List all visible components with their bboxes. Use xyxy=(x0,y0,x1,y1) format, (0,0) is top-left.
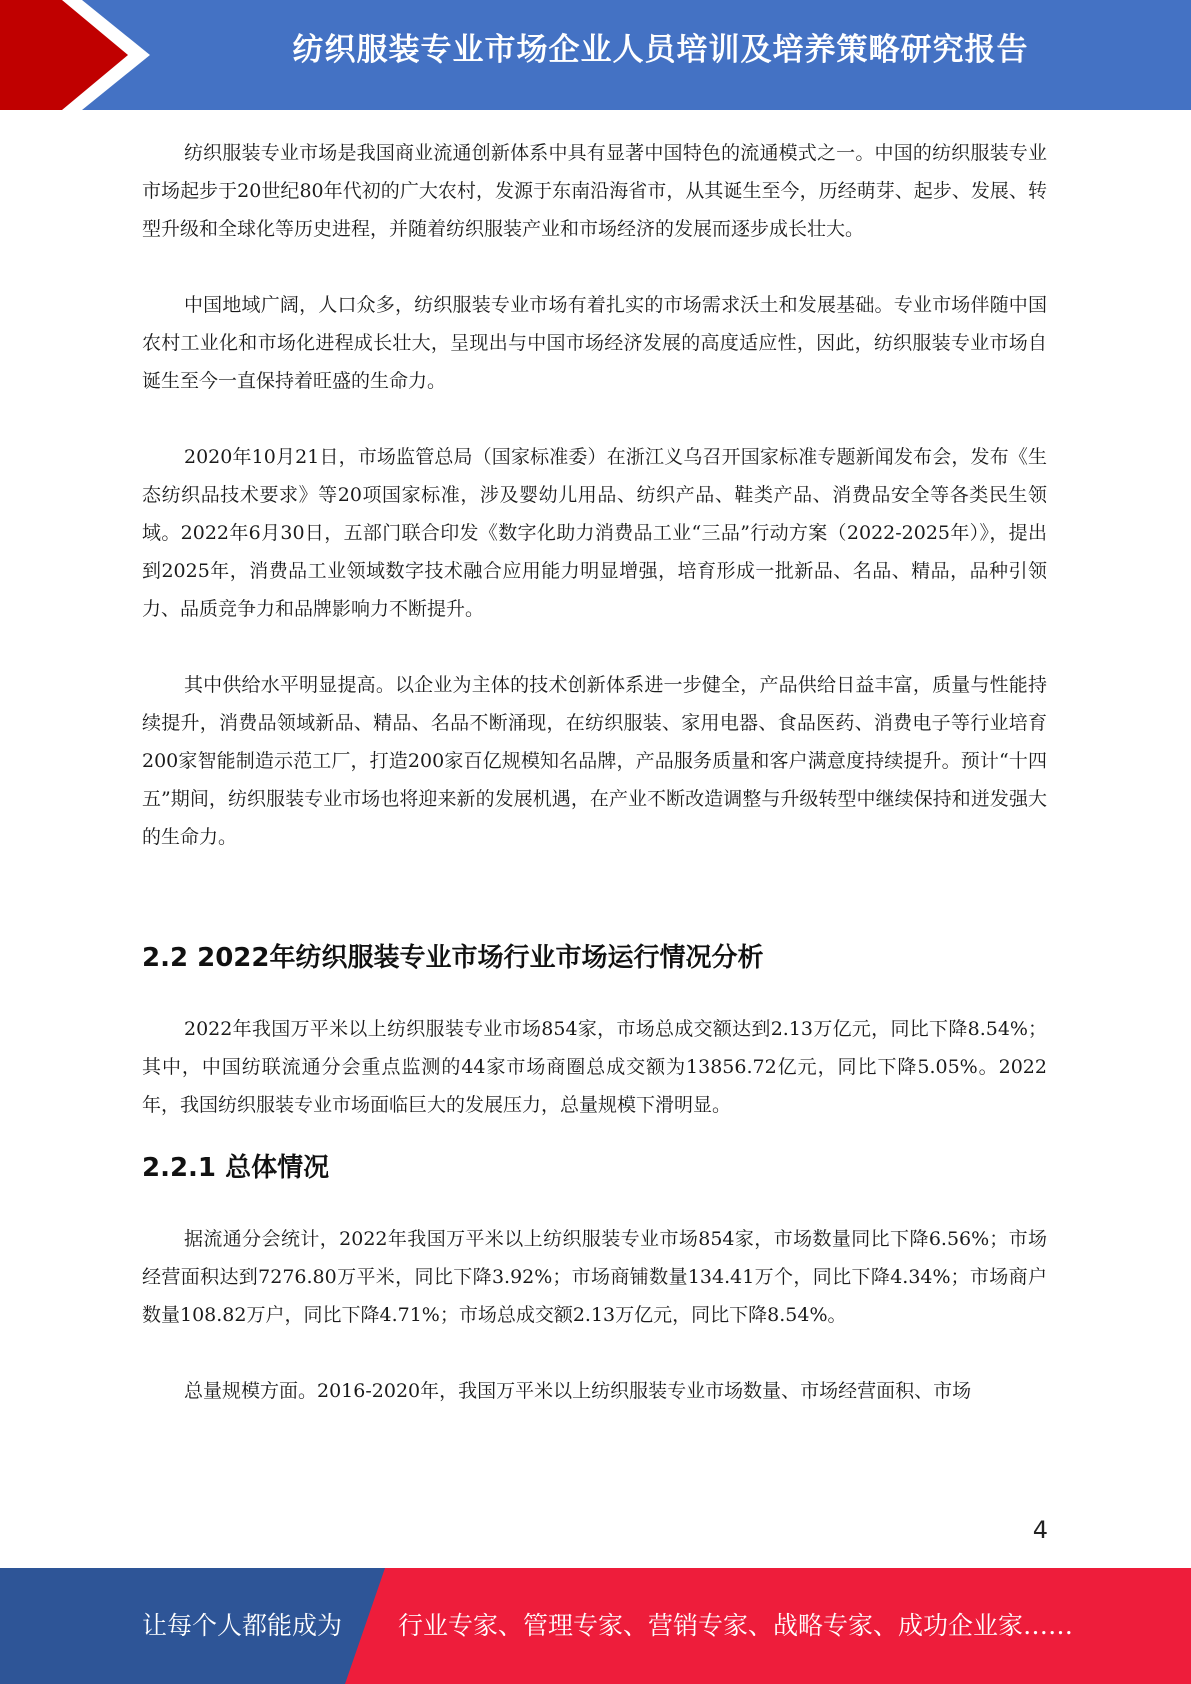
paragraph: 2020年10月21日，市场监管总局（国家标准委）在浙江义乌召开国家标准专题新闻发布会，发布《生态纺织品技术要求》等20项国家标准，涉及婴幼儿用品、纺织产品、鞋类产品、消费品安全等各类民生领域。2022年6月30日，五部门联合印发《数字化助力消费品工业“三品”行动方案（2022-2025年）》，提出到2025年，消费品工业领域数字技术融合应用能力明显增强，培育形成一批新品、名品、精品，品种引领力、品质竞争力和品牌影响力不断提升。 xyxy=(142,446,1047,620)
section-heading: 2.2 2022年纺织服装专业市场行业市场运行情况分析 xyxy=(142,943,764,973)
paragraph: 据流通分会统计，2022年我国万平米以上纺织服装专业市场854家，市场数量同比下降6.56%；市场经营面积达到7276.80万平米，同比下降3.92%；市场商铺数量134.41万个，同比下降4.34%；市场商户数量108.82万户，同比下降4.71%；市场总成交额2.13万亿元，同比下降8.54%。 xyxy=(142,1228,1047,1326)
subsection-heading: 2.2.1 总体情况 xyxy=(142,1153,330,1183)
chevron-decoration-icon xyxy=(0,0,160,110)
paragraph: 纺织服装专业市场是我国商业流通创新体系中具有显著中国特色的流通模式之一。中国的纺织服装专业市场起步于20世纪80年代初的广大农村，发源于东南沿海省市，从其诞生至今，历经萌芽、起步、发展、转型升级和全球化等历史进程，并随着纺织服装产业和市场经济的发展而逐步成长壮大。 xyxy=(142,142,1047,240)
footer-slogan-right: 行业专家、管理专家、营销专家、战略专家、成功企业家…… xyxy=(398,1611,1074,1640)
document-title: 纺织服装专业市场企业人员培训及培养策略研究报告 xyxy=(292,32,1029,68)
paragraph: 2022年我国万平米以上纺织服装专业市场854家，市场总成交额达到2.13万亿元，同比下降8.54%；其中，中国纺联流通分会重点监测的44家市场商圈总成交额为13856.72亿元，同比下降5.05%。2022年，我国纺织服装专业市场面临巨大的发展压力，总量规模下滑明显。 xyxy=(142,1018,1047,1116)
paragraph: 总量规模方面。2016-2020年，我国万平米以上纺织服装专业市场数量、市场经营面积、市场 xyxy=(184,1380,972,1402)
document-body xyxy=(142,134,1047,1410)
paragraph: 中国地域广阔，人口众多，纺织服装专业市场有着扎实的市场需求沃土和发展基础。专业市场伴随中国农村工业化和市场化进程成长壮大，呈现出与中国市场经济发展的高度适应性，因此，纺织服装专业市场自诞生至今一直保持着旺盛的生命力。 xyxy=(142,294,1047,392)
paragraph: 其中供给水平明显提高。以企业为主体的技术创新体系进一步健全，产品供给日益丰富，质量与性能持续提升，消费品领域新品、精品、名品不断涌现，在纺织服装、家用电器、食品医药、消费电子等行业培育200家智能制造示范工厂，打造200家百亿规模知名品牌，产品服务质量和客户满意度持续提升。预计“十四五”期间，纺织服装专业市场也将迎来新的发展机遇，在产业不断改造调整与升级转型中继续保持和迸发强大的生命力。 xyxy=(142,674,1047,848)
footer-banner xyxy=(0,1568,1191,1684)
footer-slogan-left: 让每个人都能成为 xyxy=(142,1611,343,1640)
page-number: 4 xyxy=(1032,1516,1048,1544)
header-banner xyxy=(0,0,1191,110)
